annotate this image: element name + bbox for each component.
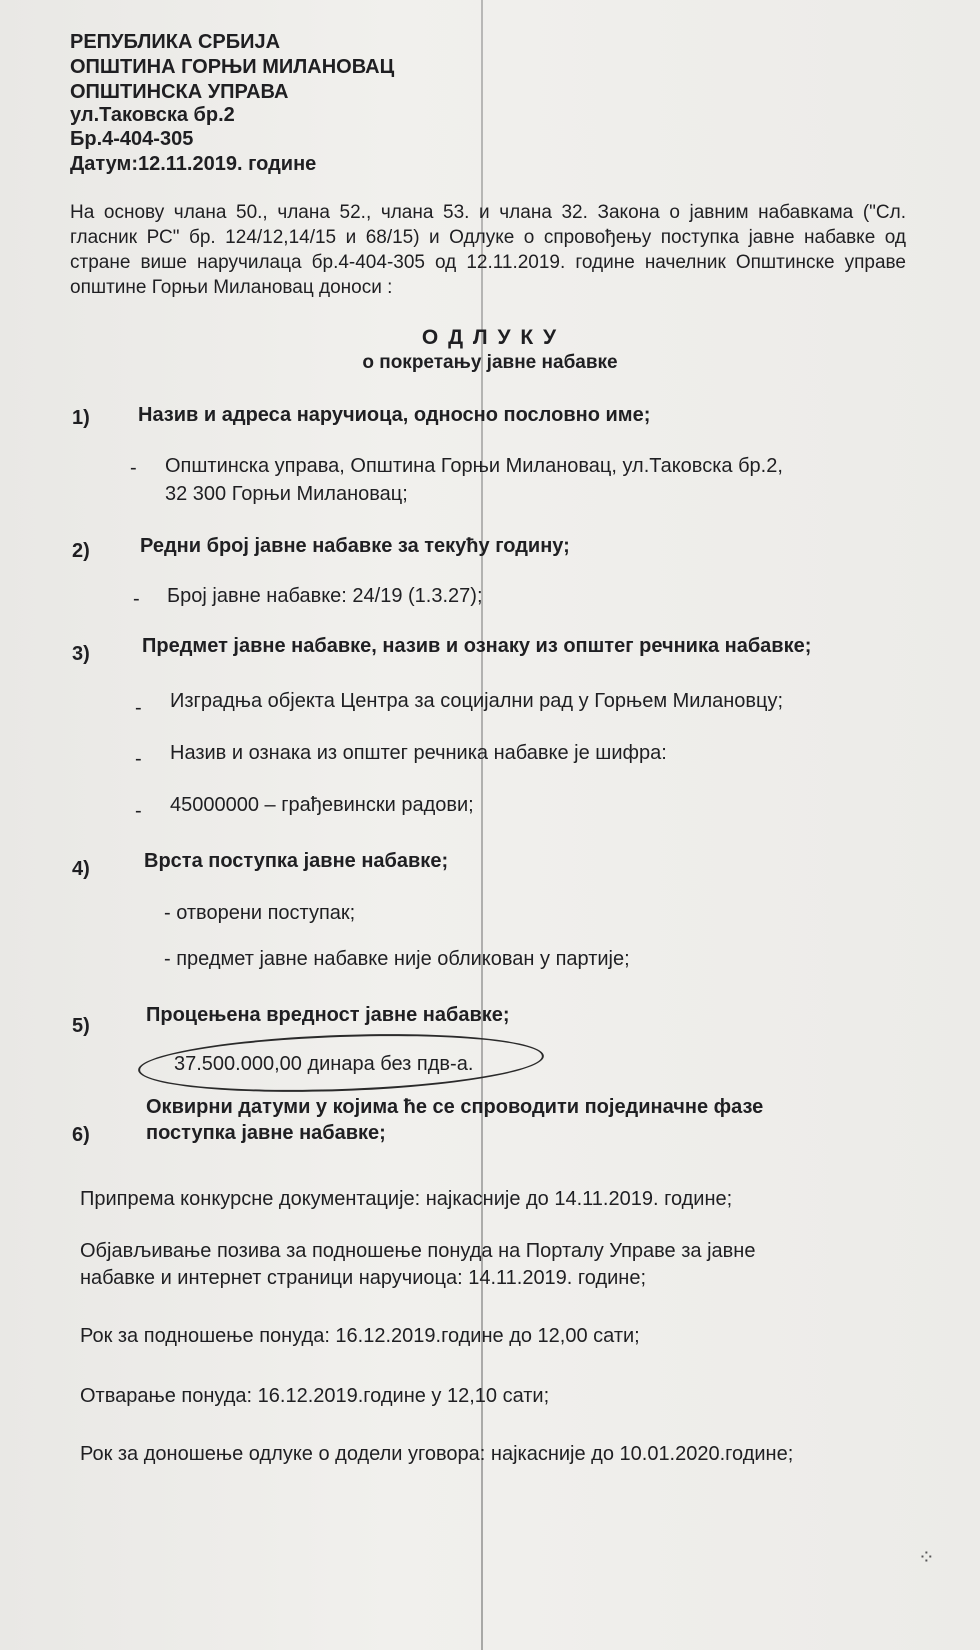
section-title: Назив и адреса наручиоца, односно пословно име; (138, 404, 651, 426)
phase-line: Отварање понуда: 16.12.2019.године у 12,10 сати; (80, 1385, 550, 1407)
section-title: Редни број јавне набавке за текућу годину; (140, 535, 570, 557)
phase-line: Припрема конкурсне документације: најкасније до 14.11.2019. године; (80, 1188, 733, 1210)
list-item: 32 300 Горњи Милановац; (165, 483, 408, 505)
list-item: Назив и ознака из општег речника набавке је шифра: (170, 742, 667, 764)
phase-line: Рок за доношење одлуке о додели уговора: најкасније до 10.01.2020.године; (80, 1443, 794, 1465)
list-item: - предмет јавне набавке није обликован у партије; (164, 948, 630, 970)
section-number: 2) (72, 540, 90, 562)
section-number: 1) (72, 407, 90, 429)
section-title: Процењена вредност јавне набавке; (146, 1004, 510, 1026)
section-number: 5) (72, 1015, 90, 1037)
list-item: Изградња објекта Центра за социјални рад у Горњем Милановцу; (170, 690, 784, 712)
phase-line: Рок за подношење понуда: 16.12.2019.године до 12,00 сати; (80, 1325, 640, 1347)
phase-line: Објављивање позива за подношење понуда на Порталу Управе за јавне (80, 1240, 756, 1262)
section-title: Оквирни датуми у којима ће се спроводити појединачне фазе (146, 1096, 764, 1118)
bullet-dash: - (135, 697, 142, 719)
section-number: 3) (72, 643, 90, 665)
section-title-continued: поступка јавне набавке; (146, 1122, 386, 1144)
bullet-dash: - (135, 748, 142, 770)
list-item: Општинска управа, Општина Горњи Милановац, ул.Таковска бр.2, (165, 455, 783, 477)
bullet-dash: - (130, 457, 137, 479)
section-number: 4) (72, 858, 90, 880)
ink-mark: ⁘ (918, 1547, 935, 1569)
header-administration: ОПШТИНСКА УПРАВА (70, 81, 289, 103)
intro-paragraph: На основу члана 50., члана 52., члана 53. и члана 32. Закона о јавним набавкама ("Сл. гласник РС" бр. 124/12,14/15 и 68/15) и Одлуке о спровођењу поступка јавне набавке од стране више наручилаца бр.4-404-305 од 12.11.2019. године начелник Општинске управе општине Горњи Милановац доноси : (70, 202, 906, 298)
header-republic: РЕПУБЛИКА СРБИЈА (70, 31, 281, 53)
header-municipality: ОПШТИНА ГОРЊИ МИЛАНОВАЦ (70, 56, 395, 78)
decision-subtitle: о покретању јавне набавке (362, 352, 618, 373)
section-title: Врста поступка јавне набавке; (144, 850, 449, 872)
estimated-value: 37.500.000,00 динара без пдв-а. (174, 1053, 474, 1075)
bullet-dash: - (133, 588, 140, 610)
decision-title: О Д Л У К У (421, 326, 559, 349)
list-item: - отворени поступак; (164, 902, 356, 924)
bullet-dash: - (135, 800, 142, 822)
list-item: Број јавне набавке: 24/19 (1.3.27); (167, 585, 483, 607)
header-address: ул.Таковска бр.2 (70, 104, 235, 126)
list-item: 45000000 – грађевински радови; (170, 794, 474, 816)
header-date: Датум:12.11.2019. године (70, 153, 317, 175)
section-number: 6) (72, 1124, 90, 1146)
phase-line: набавке и интернет страници наручиоца: 14.11.2019. године; (80, 1267, 647, 1289)
header-reference: Бр.4-404-305 (70, 128, 194, 150)
section-title: Предмет јавне набавке, назив и ознаку из општег речника набавке; (142, 635, 812, 657)
